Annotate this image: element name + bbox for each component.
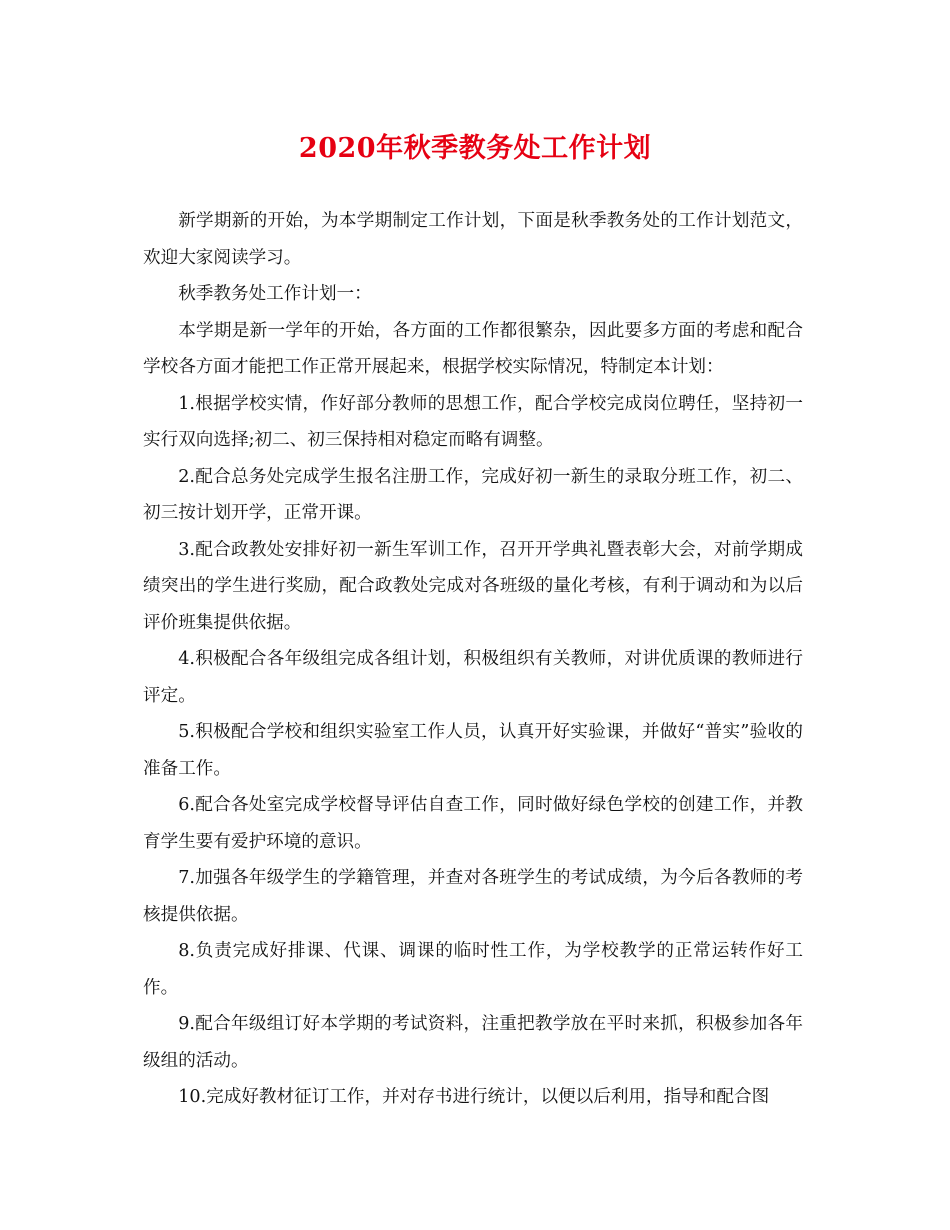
paragraph-item-8: 8.负责完成好排课、代课、调课的临时性工作，为学校教学的正常运转作好工作。 [143, 941, 803, 998]
paragraph-item-10: 10.完成好教材征订工作，并对存书进行统计，以便以后利用，指导和配合图 [178, 1087, 770, 1107]
paragraph-item-1: 1.根据学校实情，作好部分教师的思想工作，配合学校完成岗位聘任，坚持初一实行双向选择;初二、初三保持相对稳定而略有调整。 [143, 393, 803, 450]
paragraph-item-2: 2.配合总务处完成学生报名注册工作，完成好初一新生的录取分班工作，初二、初三按计划开学，正常开课。 [143, 466, 803, 523]
paragraph-item-6: 6.配合各处室完成学校督导评估自查工作，同时做好绿色学校的创建工作，并教育学生要有爱护环境的意识。 [143, 795, 803, 852]
paragraph-item-9: 9.配合年级组订好本学期的考试资料，注重把教学放在平时来抓，积极参加各年级组的活动。 [143, 1014, 803, 1071]
paragraph-item-5: 5.积极配合学校和组织实验室工作人员，认真开好实验课，并做好“普实”验收的准备工作。 [143, 722, 803, 779]
paragraph-intro: 新学期新的开始，为本学期制定工作计划，下面是秋季教务处的工作计划范文，欢迎大家阅读学习。 [143, 211, 803, 268]
document-body [143, 203, 803, 1116]
document-title: 2020年秋季教务处工作计划 [298, 133, 652, 164]
paragraph-item-3: 3.配合政教处安排好初一新生军训工作，召开开学典礼暨表彰大会，对前学期成绩突出的学生进行奖励，配合政教处完成对各班级的量化考核，有利于调动和为以后评价班集提供依据。 [143, 539, 803, 633]
paragraph-item-4: 4.积极配合各年级组完成各组计划，积极组织有关教师，对讲优质课的教师进行评定。 [143, 649, 803, 706]
paragraph-plan-heading: 秋季教务处工作计划一： [178, 284, 372, 304]
paragraph-item-7: 7.加强各年级学生的学籍管理，并查对各班学生的考试成绩，为今后各教师的考核提供依据。 [143, 868, 803, 925]
paragraph-preface: 本学期是新一学年的开始，各方面的工作都很繁杂，因此要多方面的考虑和配合学校各方面才能把工作正常开展起来，根据学校实际情况，特制定本计划： [143, 320, 803, 377]
